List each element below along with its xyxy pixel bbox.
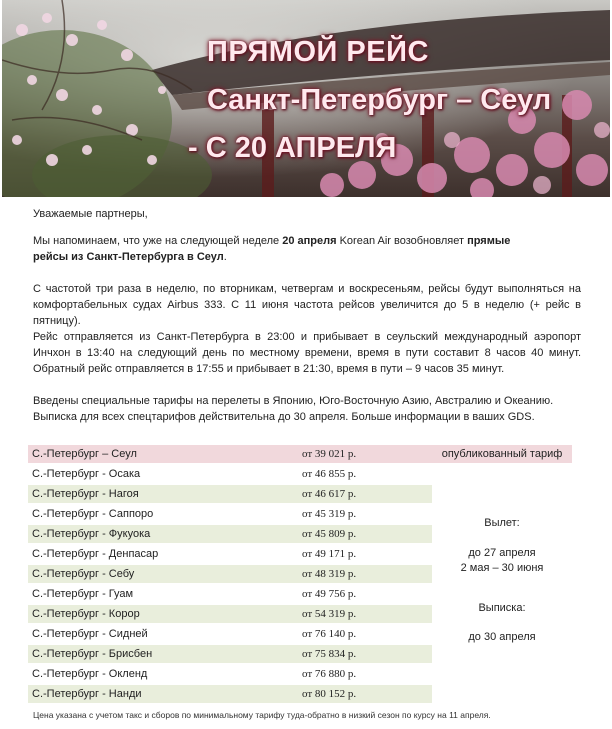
intro-flights: рейсы из Санкт-Петербурга в Сеул [33,251,224,263]
fare-price: от 39 021 р. [302,448,357,460]
hero-banner [2,0,610,197]
footnote: Цена указана с учетом такс и сборов по минимальному тарифу туда-обратно в низкий сезон по курсу на 11 апреля. [33,710,491,720]
fare-price: от 49 171 р. [302,548,357,560]
fare-price: от 45 809 р. [302,528,357,540]
fare-row [28,505,432,523]
fare-route: С.-Петербург - Денпасар [32,548,159,560]
fare-row [28,585,432,603]
fare-route: С.-Петербург - Брисбен [32,648,153,660]
fare-price: от 49 756 р. [302,588,357,600]
banner-title-line2: Санкт-Петербург – Сеул [207,84,552,116]
fare-row [28,645,432,663]
fare-route: С.-Петербург - Нагоя [32,488,139,500]
fare-route: С.-Петербург - Осака [32,468,141,480]
intro-paragraph [33,233,581,265]
fare-row [28,605,432,623]
fare-row [28,685,432,703]
fare-route: С.-Петербург – Сеул [32,448,137,460]
intro-text-1: Мы напоминаем, что уже на следующей неделе [33,235,283,247]
fare-row [28,665,432,683]
fare-route: С.-Петербург - Окленд [32,668,148,680]
greeting: Уважаемые партнеры, [33,208,148,220]
fare-row [28,545,432,563]
banner-title-line3: - С 20 АПРЕЛЯ [188,132,397,164]
intro-date: 20 апреля [282,235,337,247]
fare-row [28,445,432,463]
fare-route: С.-Петербург - Гуам [32,588,134,600]
fare-row [28,485,432,503]
fares-table [28,445,432,705]
fare-price: от 75 834 р. [302,648,357,660]
fare-route: С.-Петербург - Себу [32,568,135,580]
fare-price: от 54 319 р. [302,608,357,620]
fare-row [28,465,432,483]
ticketing-label: Выписка: [478,602,526,614]
fare-row [28,625,432,643]
fare-row [28,525,432,543]
tariffs-paragraph: Введены специальные тарифы на перелеты в Японию, Юго-Восточную Азию, Австралию и Океанию. Выписка для всех спецтарифов действительна до 30 апреля. Больше информации в ваших GDS. [33,395,554,423]
fare-price: от 76 880 р. [302,668,357,680]
fare-route: С.-Петербург - Саппоро [32,508,154,520]
schedule-paragraph-2: Рейс отправляется из Санкт-Петербурга в 23:00 и прибывает в сеульский международный аэропорт Инчхон в 13:40 на следующий день по местному времени, время в пути составит 8 часов 40 минут. Обратный рейс отправляется в 17:55 и прибывает в 21:30, время в пути – 9 часов 35 минут. [33,331,581,375]
fare-price: от 46 855 р. [302,468,357,480]
published-fare-label: опубликованный тариф [432,445,572,463]
schedule-paragraph-1: С частотой три раза в неделю, по вторникам, четвергам и воскресеньям, рейсы будут выполняться на комфортабельных судах Airbus 333. С 11 июня частота рейсов увеличится до 5 в неделю (+ рейс в пятницу). [33,283,581,327]
intro-direct: прямые [467,235,511,247]
departure-period-1: до 27 апреля [468,547,536,559]
departure-label: Вылет: [484,517,520,529]
fare-route: С.-Петербург - Корор [32,608,140,620]
fare-row [28,565,432,583]
fare-route: С.-Петербург - Фукуока [32,528,151,540]
fare-route: С.-Петербург - Нанди [32,688,142,700]
fare-price: от 80 152 р. [302,688,357,700]
banner-title-line1: ПРЯМОЙ РЕЙС [207,36,429,68]
fare-price: от 48 319 р. [302,568,357,580]
departure-period-2: 2 мая – 30 июня [460,562,544,574]
fare-price: от 76 140 р. [302,628,357,640]
fare-route: С.-Петербург - Сидней [32,628,148,640]
ticketing-period: до 30 апреля [468,631,536,643]
fare-price: от 46 617 р. [302,488,357,500]
intro-end: . [223,251,227,263]
intro-text-2: Korean Air возобновляет [336,235,468,247]
fare-price: от 45 319 р. [302,508,357,520]
